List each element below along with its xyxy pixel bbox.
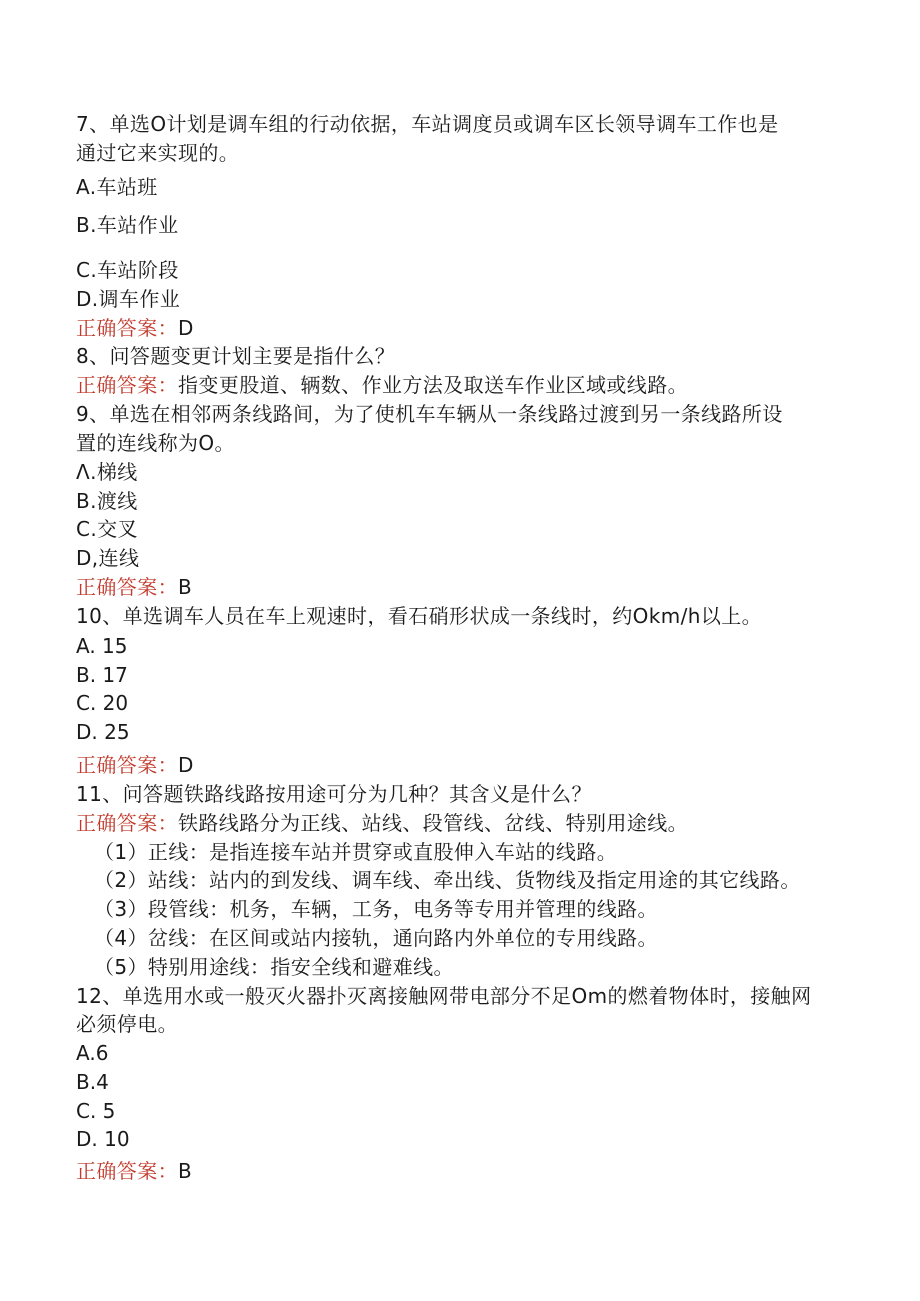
q10-stem: 10、单选调车人员在车上观速时，看石硝形状成一条线时，约Okm/h以上。 (76, 604, 763, 628)
q10-answer (76, 752, 194, 778)
q7-option-c: C.车站阶段 (76, 258, 179, 282)
answer-label: 正确答案： (76, 316, 178, 340)
q12-answer-value: B (178, 1159, 193, 1183)
q11-stem: 11、问答题铁路线路按用途可分为几种？其含义是什么？ (76, 782, 592, 806)
q7-option-d: D.调车作业 (76, 287, 181, 311)
answer-label: 正确答案： (76, 753, 178, 777)
q9-answer-value: B (178, 575, 193, 599)
q11-detail-2: （2）站线：站内的到发线、调车线、牵出线、货物线及指定用途的其它线路。 (94, 868, 801, 892)
q12-option-a: A.6 (76, 1041, 109, 1065)
q11-detail-1: （1）正线：是指连接车站并贯穿或直股伸入车站的线路。 (94, 840, 618, 864)
q9-answer (76, 574, 192, 600)
q9-option-a: Λ.梯线 (76, 460, 138, 484)
q12-option-d: D. 10 (76, 1127, 130, 1151)
q7-answer-value: D (178, 316, 194, 340)
answer-label: 正确答案： (76, 811, 178, 835)
q9-stem-line2: 置的连线称为O。 (76, 431, 235, 455)
q7-answer (76, 315, 194, 341)
q10-option-c: C. 20 (76, 691, 129, 715)
q11-detail-4: （4）岔线：在区间或站内接轨，通向路内外单位的专用线路。 (94, 926, 658, 950)
q9-option-d: D,连线 (76, 546, 140, 570)
answer-label: 正确答案： (76, 575, 178, 599)
q8-answer-value: 指变更股道、辆数、作业方法及取送车作业区域或线路。 (178, 373, 688, 397)
q12-option-b: B.4 (76, 1070, 109, 1094)
q7-option-a: A.车站班 (76, 175, 158, 199)
answer-label: 正确答案： (76, 373, 178, 397)
q10-option-b: B. 17 (76, 663, 128, 687)
q10-option-a: A. 15 (76, 634, 128, 658)
q11-answer (76, 810, 688, 836)
q11-detail-3: （3）段管线：机务，车辆，工务，电务等专用并管理的线路。 (94, 897, 658, 921)
q11-answer-value: 铁路线路分为正线、站线、段管线、岔线、特别用途线。 (178, 811, 688, 835)
answer-label: 正确答案： (76, 1159, 178, 1183)
q7-option-b: B.车站作业 (76, 213, 179, 237)
q12-option-c: C. 5 (76, 1099, 116, 1123)
q12-answer (76, 1158, 192, 1184)
q12-stem-line1: 12、单选用水或一般灭火器扑灭离接触网带电部分不足Om的燃着物体时，接触网 (76, 984, 812, 1008)
q10-answer-value: D (178, 753, 194, 777)
q9-option-b: B.渡线 (76, 489, 138, 513)
q11-detail-5: （5）特别用途线：指安全线和避难线。 (94, 955, 454, 979)
q10-option-d: D. 25 (76, 720, 130, 744)
q8-stem: 8、问答题变更计划主要是指什么？ (76, 344, 396, 368)
q9-stem-line1: 9、单选在相邻两条线路间，为了使机车车辆从一条线路过渡到另一条线路所设 (76, 402, 783, 426)
q7-stem-line2: 通过它来实现的。 (76, 141, 240, 165)
q9-option-c: C.交叉 (76, 517, 138, 541)
q7-stem-line1: 7、单选O计划是调车组的行动依据，车站调度员或调车区长领导调车工作也是 (76, 112, 779, 136)
q12-stem-line2: 必须停电。 (76, 1012, 178, 1036)
q8-answer (76, 372, 688, 398)
